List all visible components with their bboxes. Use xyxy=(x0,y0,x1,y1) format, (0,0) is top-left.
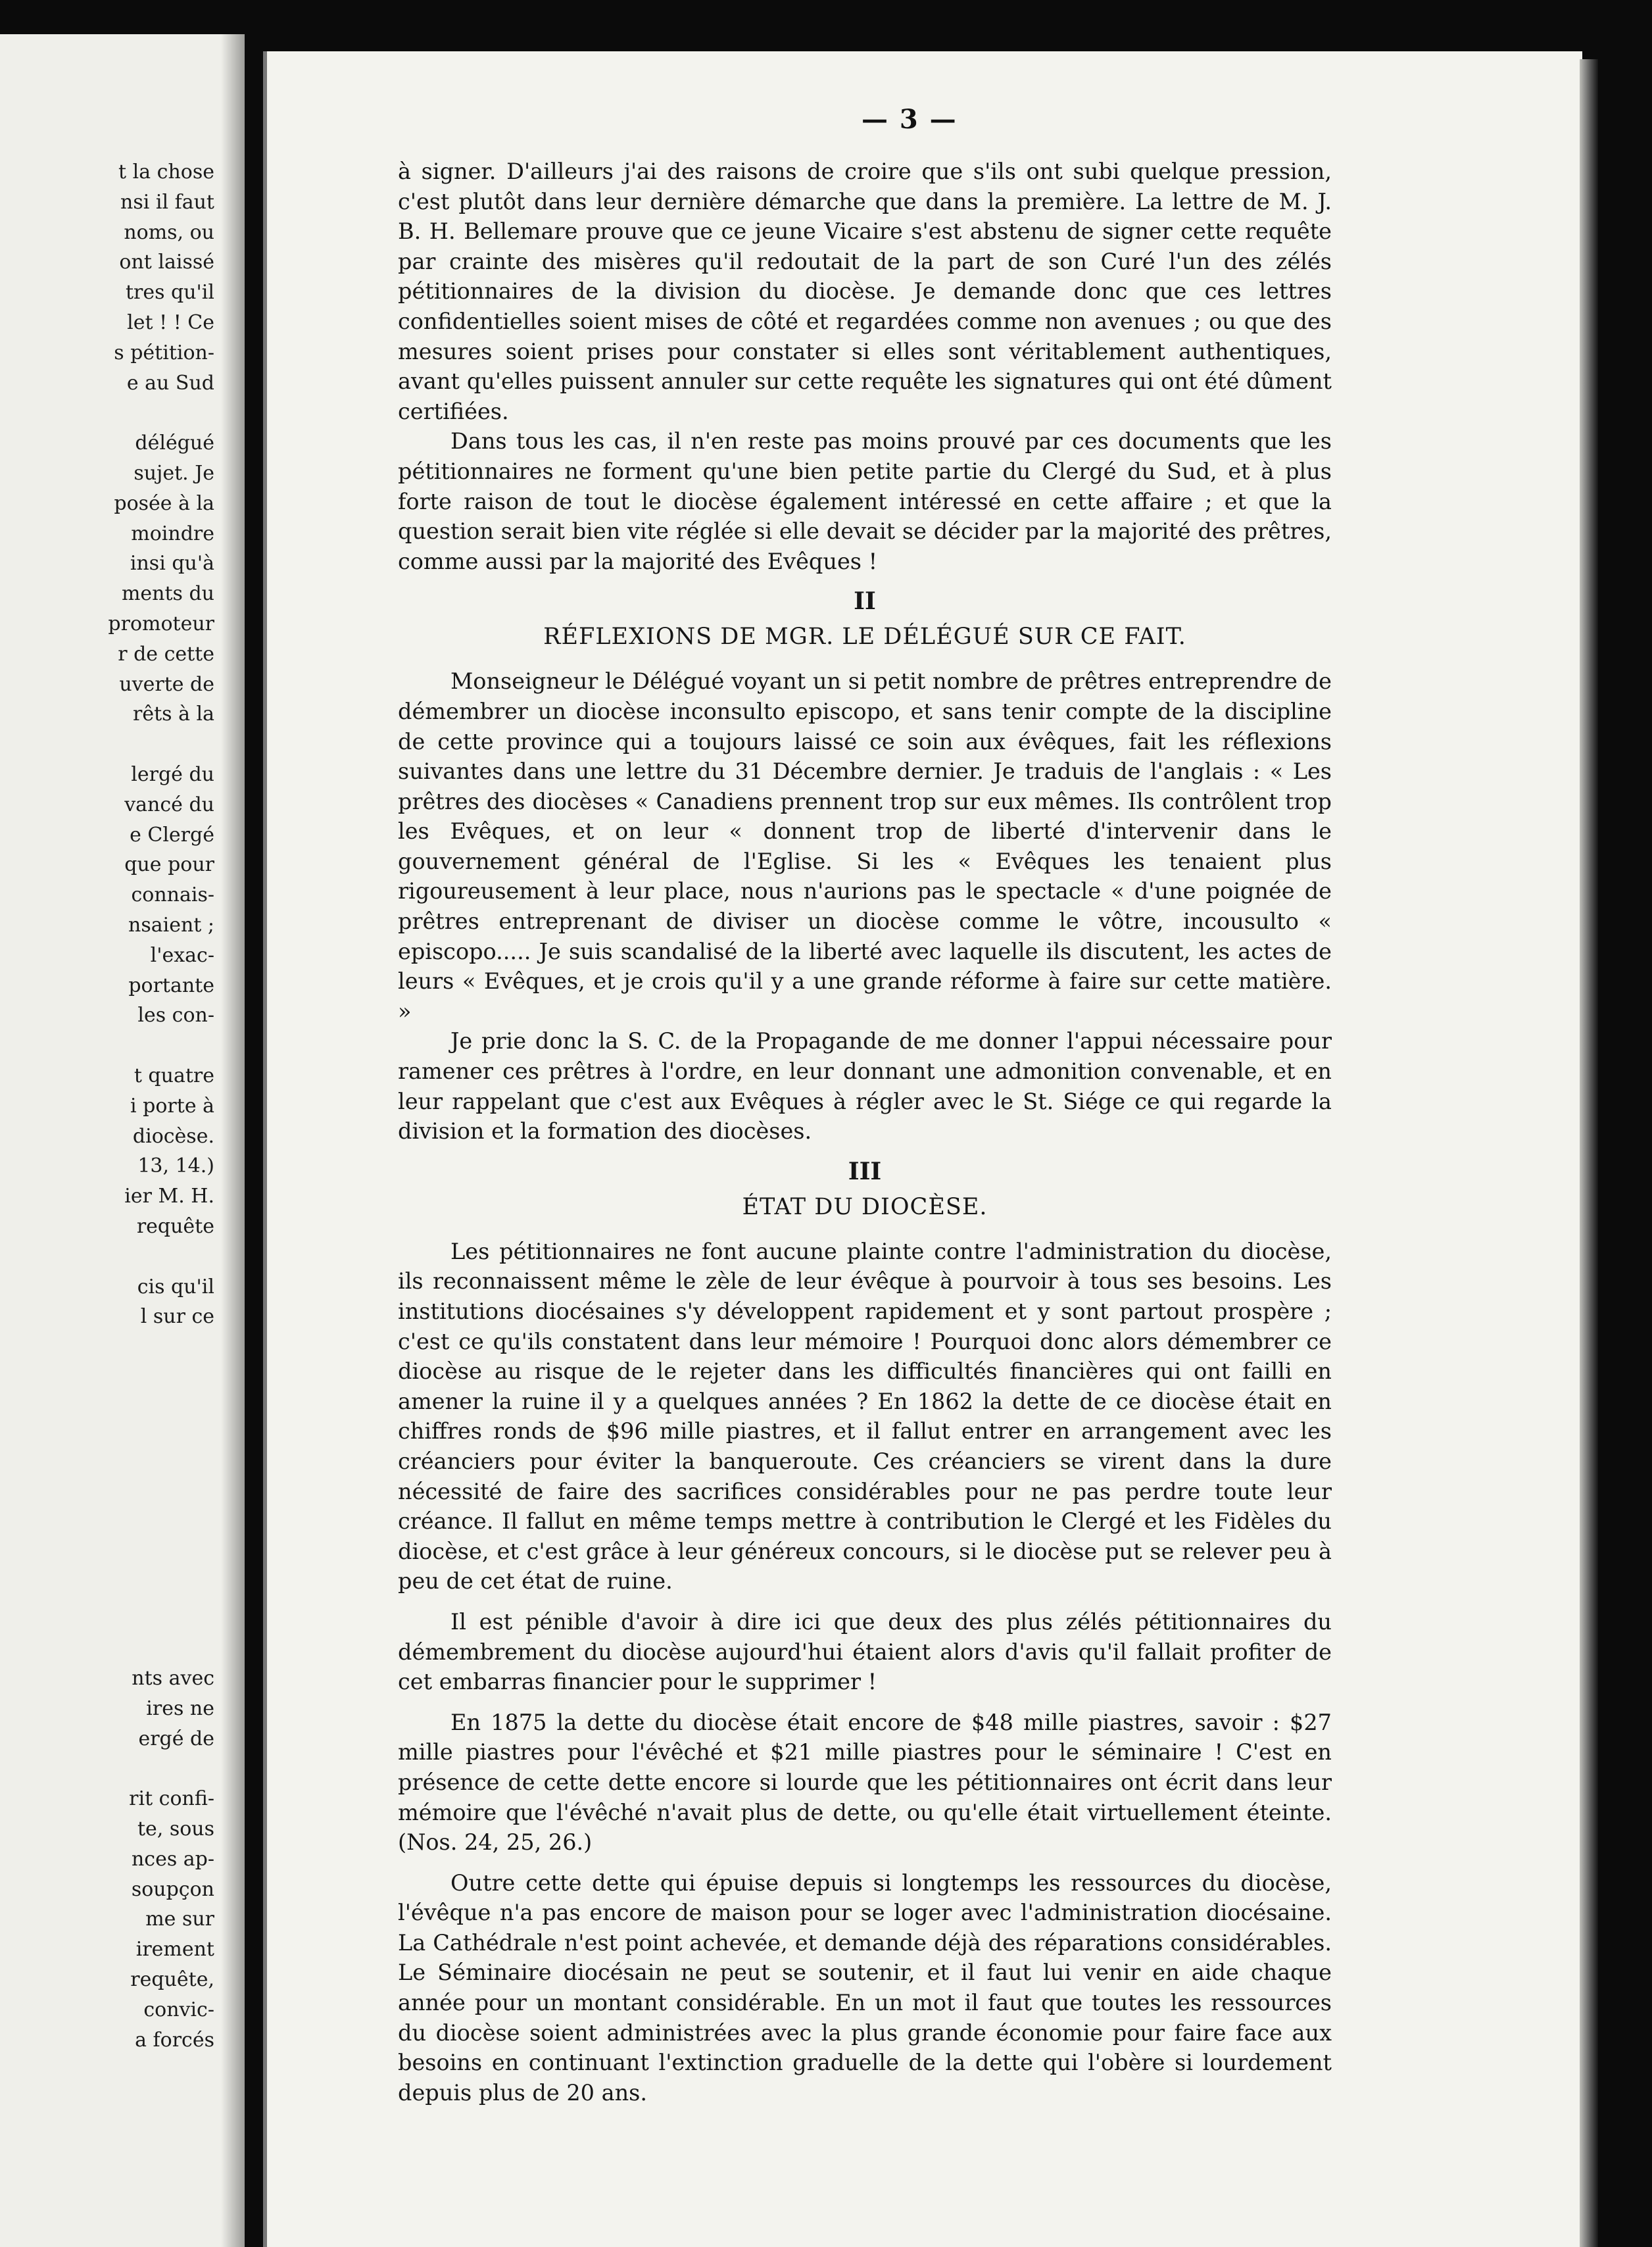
left-page-line: cis qu'il xyxy=(137,1275,214,1298)
paragraph-5: Les pétitionnaires ne font aucune plainte contre l'administration du diocèse, ils reconnaissent même le zèle de leur évêque à pourvoir à tous ses besoins. Les institutions diocésaines s'y développent rapidement et y sont partout prospère ; c'est ce qu'ils constatent dans leur mémoire ! Pourquoi donc alors démembrer ce diocèse au risque de le rejeter dans les difficultés financières qui ont failli en amener la ruine il y a quelques années ? En 1862 la dette de ce diocèse était en chiffres ronds de $96 mille piastres, et il fallut entrer en arrangement avec les créanciers pour éviter la banqueroute. Ces créanciers se virent dans la dure nécessité de faire des sacrifices considérables pour ne pas perdre toute leur créance. Il fallut en même temps mettre à contribution le Clergé et les Fidèles du diocèse, et c'est grâce à leur généreux concours, si le diocèse put se relever peu à peu de cet état de ruine. xyxy=(398,1238,1332,1594)
left-page-line: ergé de xyxy=(138,1727,214,1750)
left-page-line: ments du xyxy=(121,582,214,606)
left-page-line: l sur ce xyxy=(140,1305,214,1329)
left-page-line: rêts à la xyxy=(133,703,214,726)
left-page-line: vancé du xyxy=(124,793,214,816)
section-3-number: III xyxy=(848,1157,882,1185)
paragraph-2: Dans tous les cas, il n'en reste pas moins prouvé par ces documents que les pétitionnaires ne forment qu'une bien petite partie du Clergé du Sud, et à plus forte raison de tout le diocèse également intéressé en cette affaire ; et que la question serait bien vite réglée si elle devait se décider par la majorité des prêtres, comme aussi par la majorité des Evêques ! xyxy=(398,428,1332,574)
page-edge xyxy=(1580,59,1598,2247)
left-page-line: noms, ou xyxy=(124,220,214,244)
left-page-line: requête, xyxy=(130,1968,214,1991)
left-page-line: lergé du xyxy=(131,763,214,786)
left-page-line: a forcés xyxy=(135,2028,214,2052)
paragraph-3: Monseigneur le Délégué voyant un si petit nombre de prêtres entreprendre de démembrer un diocèse inconsulto episcopo, et sans tenir compte de la discipline de cette province qui a toujours laissé ce soin aux évêques, fait les réflexions suivantes dans une lettre du 31 Décembre dernier. Je traduis de l'anglais : « Les prêtres des diocèses « Canadiens prennent trop sur eux mêmes. Ils contrôlent trop les Evêques, et on leur « donnent trop de liberté d'intervenir dans le gouvernement général de l'Eglise. Si les « Evêques les tenaient plus rigoureusement à leur place, nous n'aurions pas le spectacle « d'une poignée de prêtres entreprenant de diviser un diocèse comme le vôtre, incousulto « episcopo..... Je suis scandalisé de la liberté avec laquelle ils discutent, les actes de leurs « Evêques, et je crois qu'il y a une grande réforme à faire sur cette matière. » xyxy=(398,668,1332,1024)
left-page-line: convic- xyxy=(143,1998,214,2021)
paragraph-8: Outre cette dette qui épuise depuis si longtemps les ressources du diocèse, l'évêque n'a pas encore de maison pour se loger avec l'administration diocésaine. La Cathédrale n'est point achevée, et demande déjà des réparations considérables. Le Séminaire diocésain ne peut se soutenir, et il faut lui venir en aide chaque année pour un montant considérable. En un mot il faut que toutes les ressources du diocèse soient administrées avec la plus grande économie pour faire face aux besoins en continuant l'extinction graduelle de la dette qui l'obère si lourdement depuis plus de 20 ans. xyxy=(398,1869,1332,2106)
left-page-line: l'exac- xyxy=(150,943,214,967)
left-page-line: e au Sud xyxy=(126,371,214,395)
left-page-line: 13, 14.) xyxy=(137,1154,214,1178)
left-page-line: les con- xyxy=(137,1004,214,1027)
left-page-line: s pétition- xyxy=(114,341,214,364)
section-2-number: II xyxy=(854,587,876,616)
left-page-line: uverte de xyxy=(119,672,214,696)
page-number: — 3 — xyxy=(862,104,958,135)
left-page-line: t quatre xyxy=(134,1064,214,1087)
left-page-line: nces ap- xyxy=(131,1847,214,1871)
left-page-line: r de cette xyxy=(118,642,214,666)
left-page-line: promoteur xyxy=(108,612,214,635)
left-page-line: portante xyxy=(128,974,214,997)
section-2-title: RÉFLEXIONS DE MGR. LE DÉLÉGUÉ SUR CE FAIT. xyxy=(543,624,1186,651)
left-facing-page xyxy=(0,34,245,2247)
left-page-line: diocèse. xyxy=(132,1124,214,1148)
left-page-line: te, sous xyxy=(137,1817,214,1840)
left-page-line: ier M. H. xyxy=(124,1185,214,1208)
left-page-line: irement xyxy=(135,1938,214,1962)
paragraph-1: à signer. D'ailleurs j'ai des raisons de croire que s'ils ont subi quelque pression, c'est plutôt dans leur dernière démarche que dans la première. La lettre de M. J. B. H. Bellemare prouve que ce jeune Vicaire s'est abstenu de signer cette requête par crainte des misères qu'il redoutait de la part de son Curé l'un des zélés pétitionnaires de la division du diocèse. Je demande donc que ces lettres confidentielles soient mises de côté et regardées comme non avenues ; ou que des mesures soient prises pour constater si elles sont véritablement authentiques, avant qu'elles puissent annuler sur cette requête les signatures qui ont été dûment certifiées. xyxy=(398,159,1332,424)
left-page-line: délégué xyxy=(135,432,214,455)
paragraph-4: Je prie donc la S. C. de la Propagande de me donner l'appui nécessaire pour ramener ces prêtres à l'ordre, en leur donnant une admonition convenable, et en leur rappelant que c'est aux Evêques à régler avec le St. Siége ce qui regarde la division et la formation des diocèses. xyxy=(398,1028,1332,1145)
left-page-line: ires ne xyxy=(146,1696,214,1720)
left-page-line: tres qu'il xyxy=(125,281,214,305)
section-3-title: ÉTAT DU DIOCÈSE. xyxy=(742,1193,988,1220)
left-page-line: i porte à xyxy=(130,1094,214,1118)
left-page-line: posée à la xyxy=(114,491,214,515)
left-page-line: connais- xyxy=(131,883,214,907)
left-page-line: nsi il faut xyxy=(120,190,214,214)
left-page-line: sujet. Je xyxy=(134,462,214,485)
paragraph-6: Il est pénible d'avoir à dire ici que deux des plus zélés pétitionnaires du démembrement du diocèse aujourd'hui étaient alors d'avis qu'il fallait profiter de cet embarras financier pour le supprimer ! xyxy=(398,1608,1332,1695)
left-page-line: me sur xyxy=(145,1908,214,1931)
left-page-line: nts avec xyxy=(132,1667,214,1690)
paragraph-7: En 1875 la dette du diocèse était encore de $48 mille piastres, savoir : $27 mille piastres pour l'évêché et $21 mille piastres pour le séminaire ! C'est en présence de cette dette encore si lourde que les pétitionnaires ont écrit dans leur mémoire que l'évêché n'avait plus de dette, ou qu'elle était virtuellement éteinte. (Nos. 24, 25, 26.) xyxy=(398,1709,1332,1856)
left-page-line: soupçon xyxy=(131,1877,214,1901)
left-page-line: rit confi- xyxy=(129,1787,214,1811)
left-page-line: t la chose xyxy=(118,160,214,184)
page-body xyxy=(398,157,1332,2108)
left-page-line: moindre xyxy=(131,522,214,545)
left-page-line: requête xyxy=(136,1215,214,1238)
left-page-line: que pour xyxy=(124,853,214,877)
left-page-line: let ! ! Ce xyxy=(127,311,214,334)
left-page-line: nsaient ; xyxy=(128,914,214,937)
left-page-line: ont laissé xyxy=(119,251,214,274)
left-page-line: e Clergé xyxy=(130,823,214,847)
left-page-line: insi qu'à xyxy=(130,552,214,576)
